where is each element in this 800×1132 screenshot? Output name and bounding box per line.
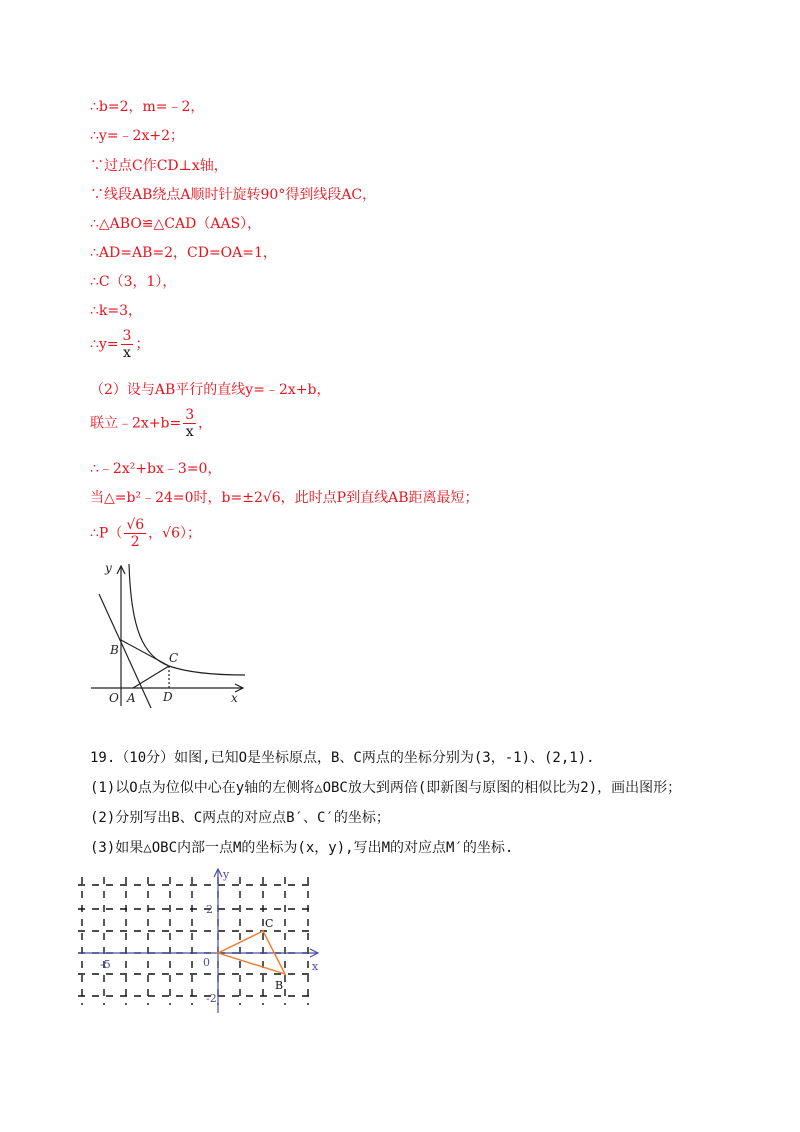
segment-ac — [133, 666, 169, 688]
label-x: x — [312, 960, 319, 973]
solution-line-5: ∴△ABO≌△CAD（AAS）， — [90, 216, 262, 232]
solution-line-6: ∴AD=AB=2，CD=OA=1， — [90, 245, 277, 261]
hyperbola-curve — [129, 564, 245, 675]
question-line-2: (1)以O点为位似中心在y轴的左侧将△OBC放大到两倍(即新图与原图的相似比为2)，画出图形； — [90, 780, 682, 796]
line14-suffix: ，√6）； — [148, 525, 201, 542]
line9-prefix: ∴y= — [90, 336, 119, 353]
fraction-numerator: √6 — [126, 517, 145, 533]
label-d: D — [163, 690, 173, 704]
fraction-numerator: 3 — [122, 328, 132, 344]
label-c: C — [265, 917, 274, 930]
line-ab — [99, 594, 151, 708]
solution-line-7: ∴C（3，1）， — [90, 274, 177, 290]
solution-line-10: （2）设与AB平行的直线y=﹣2x+b， — [90, 382, 331, 398]
segment-bc — [121, 640, 169, 666]
line11-prefix: 联立﹣2x+b= — [90, 415, 182, 432]
solution-line-1: ∴b=2，m=﹣2， — [90, 99, 205, 115]
label-x: x — [231, 691, 238, 705]
tick-minus-2: -2 — [206, 992, 217, 1005]
fraction-denominator: x — [185, 424, 194, 440]
solution-line-3: ∵过点C作CD⊥x轴， — [90, 158, 228, 174]
solution-line-9 — [90, 328, 149, 361]
solution-line-4: ∵线段AB绕点A顺时针旋转90°得到线段AC， — [90, 187, 377, 203]
label-o: O — [109, 691, 119, 705]
question-line-1: 19.（10分）如图,已知O是坐标原点，B、C两点的坐标分别为(3，-1)、(2,1). — [90, 750, 595, 766]
fraction — [183, 407, 196, 440]
label-a: A — [127, 691, 136, 705]
question-line-4: (3)如果△OBC内部一点M的坐标为(x，y),写出M的对应点M′的坐标. — [90, 840, 514, 856]
solution-line-8: ∴k=3， — [90, 303, 143, 319]
question-line-3: (2)分别写出B、C两点的对应点B′、C′的坐标； — [90, 810, 390, 826]
solution-line-14 — [90, 517, 201, 550]
line11-suffix: ， — [198, 415, 213, 432]
solution-line-12: ∴﹣2x²+bx﹣3=0， — [90, 461, 222, 477]
fraction — [121, 328, 134, 361]
fraction-numerator: 3 — [185, 407, 195, 423]
solution-line-2: ∴y=﹣2x+2； — [90, 128, 184, 144]
tick-2: 2 — [206, 903, 213, 916]
label-b: B — [110, 643, 119, 657]
label-y: y — [223, 868, 230, 881]
label-origin: 0 — [203, 956, 210, 969]
fraction-denominator: x — [123, 345, 131, 361]
solution-line-11 — [90, 407, 212, 440]
figure-hyperbola — [85, 560, 265, 710]
line9-suffix: ； — [135, 336, 150, 353]
label-c: C — [169, 651, 179, 665]
figure-grid — [72, 865, 332, 1015]
label-b: B — [275, 979, 284, 992]
solution-line-13: 当△=b²﹣24=0时，b=±2√6，此时点P到直线AB距离最短； — [90, 490, 479, 506]
line14-prefix: ∴P（ — [90, 525, 123, 542]
tick-minus-5: -5 — [100, 958, 111, 971]
label-y: y — [105, 561, 112, 575]
fraction — [124, 517, 146, 550]
fraction-denominator: 2 — [130, 534, 140, 550]
